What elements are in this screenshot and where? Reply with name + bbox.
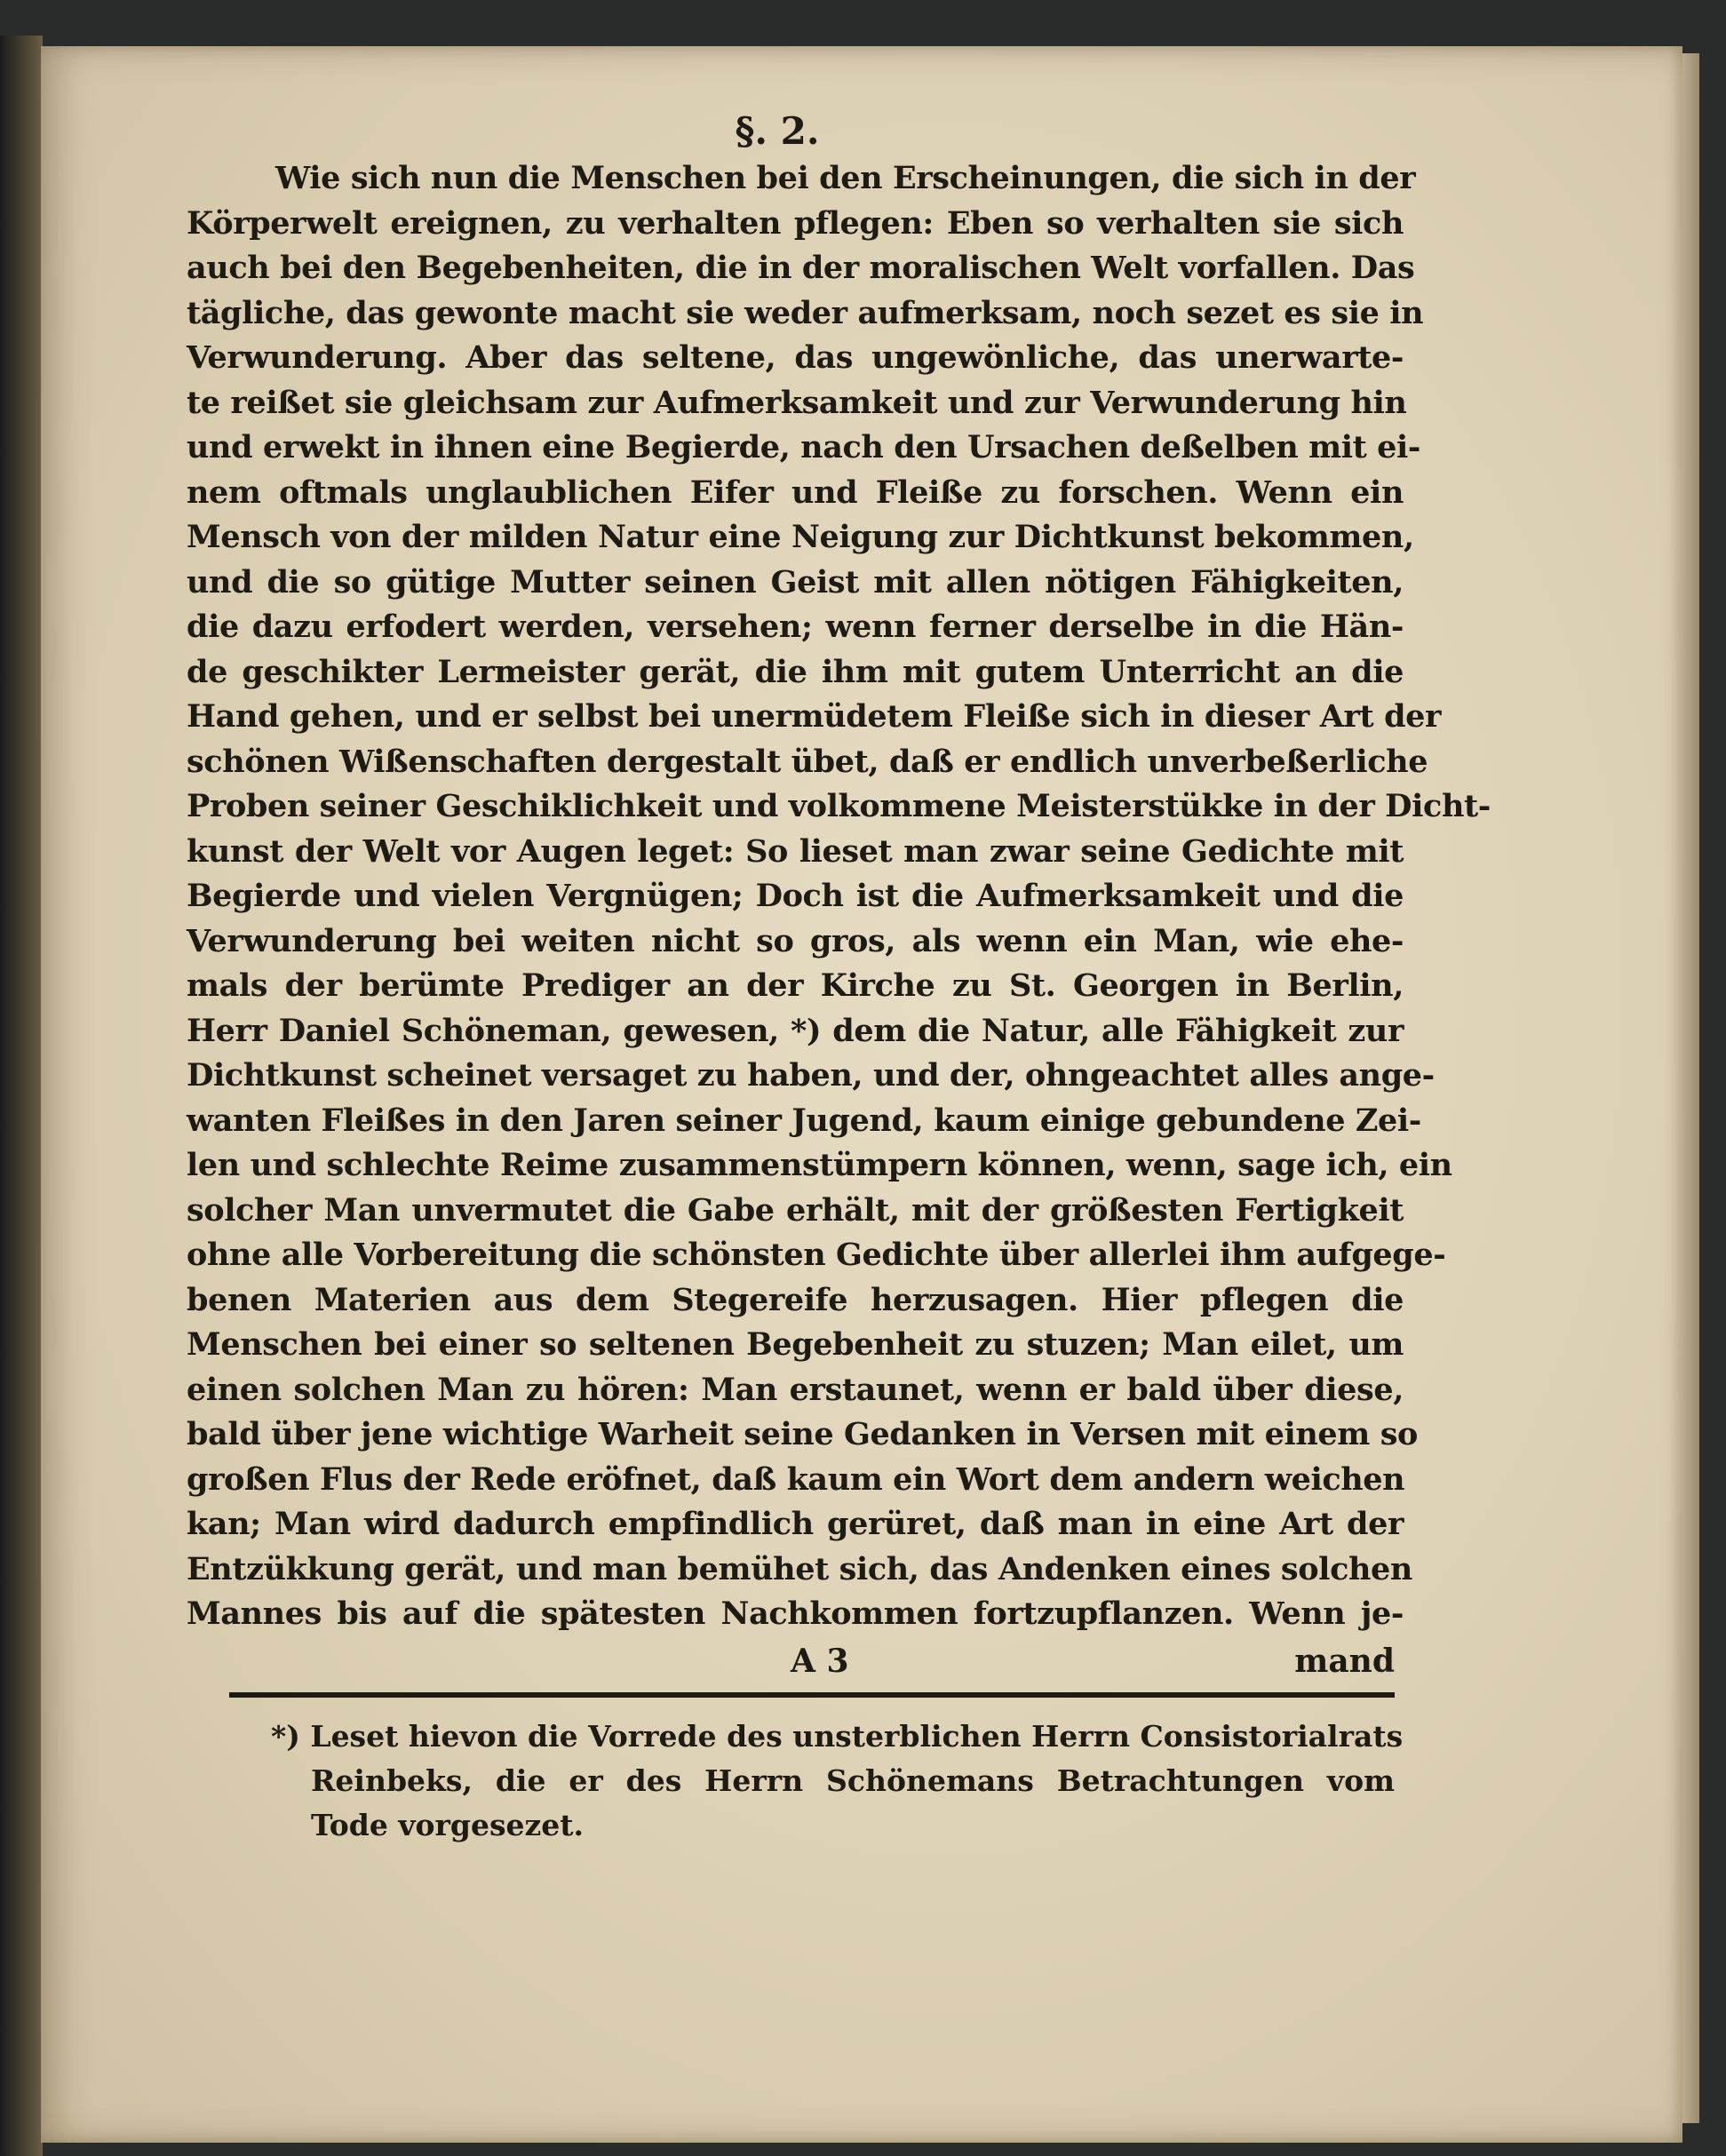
text-line: Körperwelt ereignen, zu verhalten pflegen: Eben so verhalten sie sich — [187, 204, 1404, 242]
text-line: te reißet sie gleichsam zur Aufmerksamkeit und zur Verwunderung hin — [187, 384, 1407, 421]
text-line: die dazu erfodert werden, versehen; wenn ferner derselbe in die Hän- — [187, 609, 1404, 645]
text-line: Begierde und vielen Vergnügen; Doch ist die Aufmerksamkeit und die — [187, 878, 1404, 914]
text-line: len und schlechte Reime zusammenstümpern können, wenn, sage ich, ein — [187, 1147, 1452, 1183]
text-line: Entzükkung gerät, und man bemühet sich, das Andenken eines solchen — [187, 1550, 1412, 1587]
text-line: Menschen bei einer so seltenen Begebenheit zu stuzen; Man eilet, um — [187, 1326, 1404, 1363]
footnote-rule — [229, 1692, 1395, 1698]
text-line: nem oftmals unglaublichen Eifer und Fleiße zu forschen. Wenn ein — [187, 473, 1404, 511]
text-line: wanten Fleißes in den Jaren seiner Jugend, kaum einige gebundene Zei- — [187, 1102, 1421, 1139]
text-line: kunst der Welt vor Augen leget: So lieset man zwar seine Gedichte mit — [187, 832, 1404, 870]
text-line: Mannes bis auf die spätesten Nachkommen fortzupflanzen. Wenn je- — [187, 1595, 1404, 1632]
text-line: und erwekt in ihnen eine Begierde, nach den Ursachen deßelben mit ei- — [187, 429, 1421, 465]
text-line: Herr Daniel Schöneman, gewesen, *) dem die Natur, alle Fähigkeit zur — [187, 1012, 1404, 1049]
text-line: einen solchen Man zu hören: Man erstaunet, wenn er bald über diese, — [187, 1371, 1404, 1408]
text-line: und die so gütige Mutter seinen Geist mit allen nötigen Fähigkeiten, — [187, 563, 1404, 601]
book-spine — [0, 36, 43, 2156]
signature-mark: A 3 — [791, 1642, 849, 1680]
text-line: benen Materien aus dem Stegereife herzusagen. Hier pflegen die — [187, 1281, 1404, 1318]
footnote-line: *) Leset hievon die Vorrede des unsterblichen Herrn Consistorialrats — [271, 1719, 1404, 1754]
text-line: mals der berümte Prediger an der Kirche zu St. Georgen in Berlin, — [187, 967, 1404, 1004]
body-text — [187, 156, 1491, 1637]
text-line: solcher Man unvermutet die Gabe erhält, mit der größesten Fertigkeit — [187, 1191, 1404, 1229]
text-line: Proben seiner Geschiklichkeit und volkommene Meisterstükke in der Dicht- — [187, 788, 1491, 824]
text-line: auch bei den Begebenheiten, die in der moralischen Welt vorfallen. Das — [187, 250, 1415, 286]
text-line: Wie sich nun die Menschen bei den Erscheinungen, die sich in der — [275, 160, 1416, 196]
text-line: bald über jene wichtige Warheit seine Gedanken in Versen mit einem so — [187, 1416, 1418, 1452]
text-line: Mensch von der milden Natur eine Neigung zur Dichtkunst bekommen, — [187, 519, 1414, 555]
page-footer-row — [187, 1637, 1404, 1687]
text-line: Hand gehen, und er selbst bei unermüdetem Fleiße sich in dieser Art der — [187, 698, 1442, 735]
section-heading: §. 2. — [735, 109, 820, 153]
footnote — [271, 1714, 1404, 1848]
text-line: kan; Man wird dadurch empfindlich gerüret, daß man in eine Art der — [187, 1506, 1404, 1542]
text-line: ohne alle Vorbereitung die schönsten Gedichte über allerlei ihm aufgege- — [187, 1237, 1446, 1273]
footnote-line: Reinbeks, die er des Herrn Schönemans Betrachtungen vom — [311, 1763, 1395, 1798]
text-line: schönen Wißenschaften dergestalt übet, daß er endlich unverbeßerliche — [187, 743, 1428, 780]
text-line: tägliche, das gewonte macht sie weder aufmerksam, noch sezet es sie in — [187, 294, 1424, 331]
footnote-line: Tode vorgesezet. — [311, 1808, 585, 1842]
text-line: Verwunderung. Aber das seltene, das ungewönliche, das unerwarte- — [187, 339, 1404, 376]
text-line: de geschikter Lermeister gerät, die ihm mit gutem Unterricht an die — [187, 653, 1404, 690]
text-line: Verwunderung bei weiten nicht so gros, als wenn ein Man, wie ehe- — [187, 922, 1404, 959]
catchword: mand — [1294, 1642, 1395, 1680]
page-edge — [1680, 53, 1699, 2123]
main-text-block — [187, 107, 1491, 1687]
text-line: Dichtkunst scheinet versaget zu haben, und der, ohngeachtet alles ange- — [187, 1057, 1435, 1094]
text-line: großen Flus der Rede eröfnet, daß kaum ein Wort dem andern weichen — [187, 1460, 1405, 1498]
